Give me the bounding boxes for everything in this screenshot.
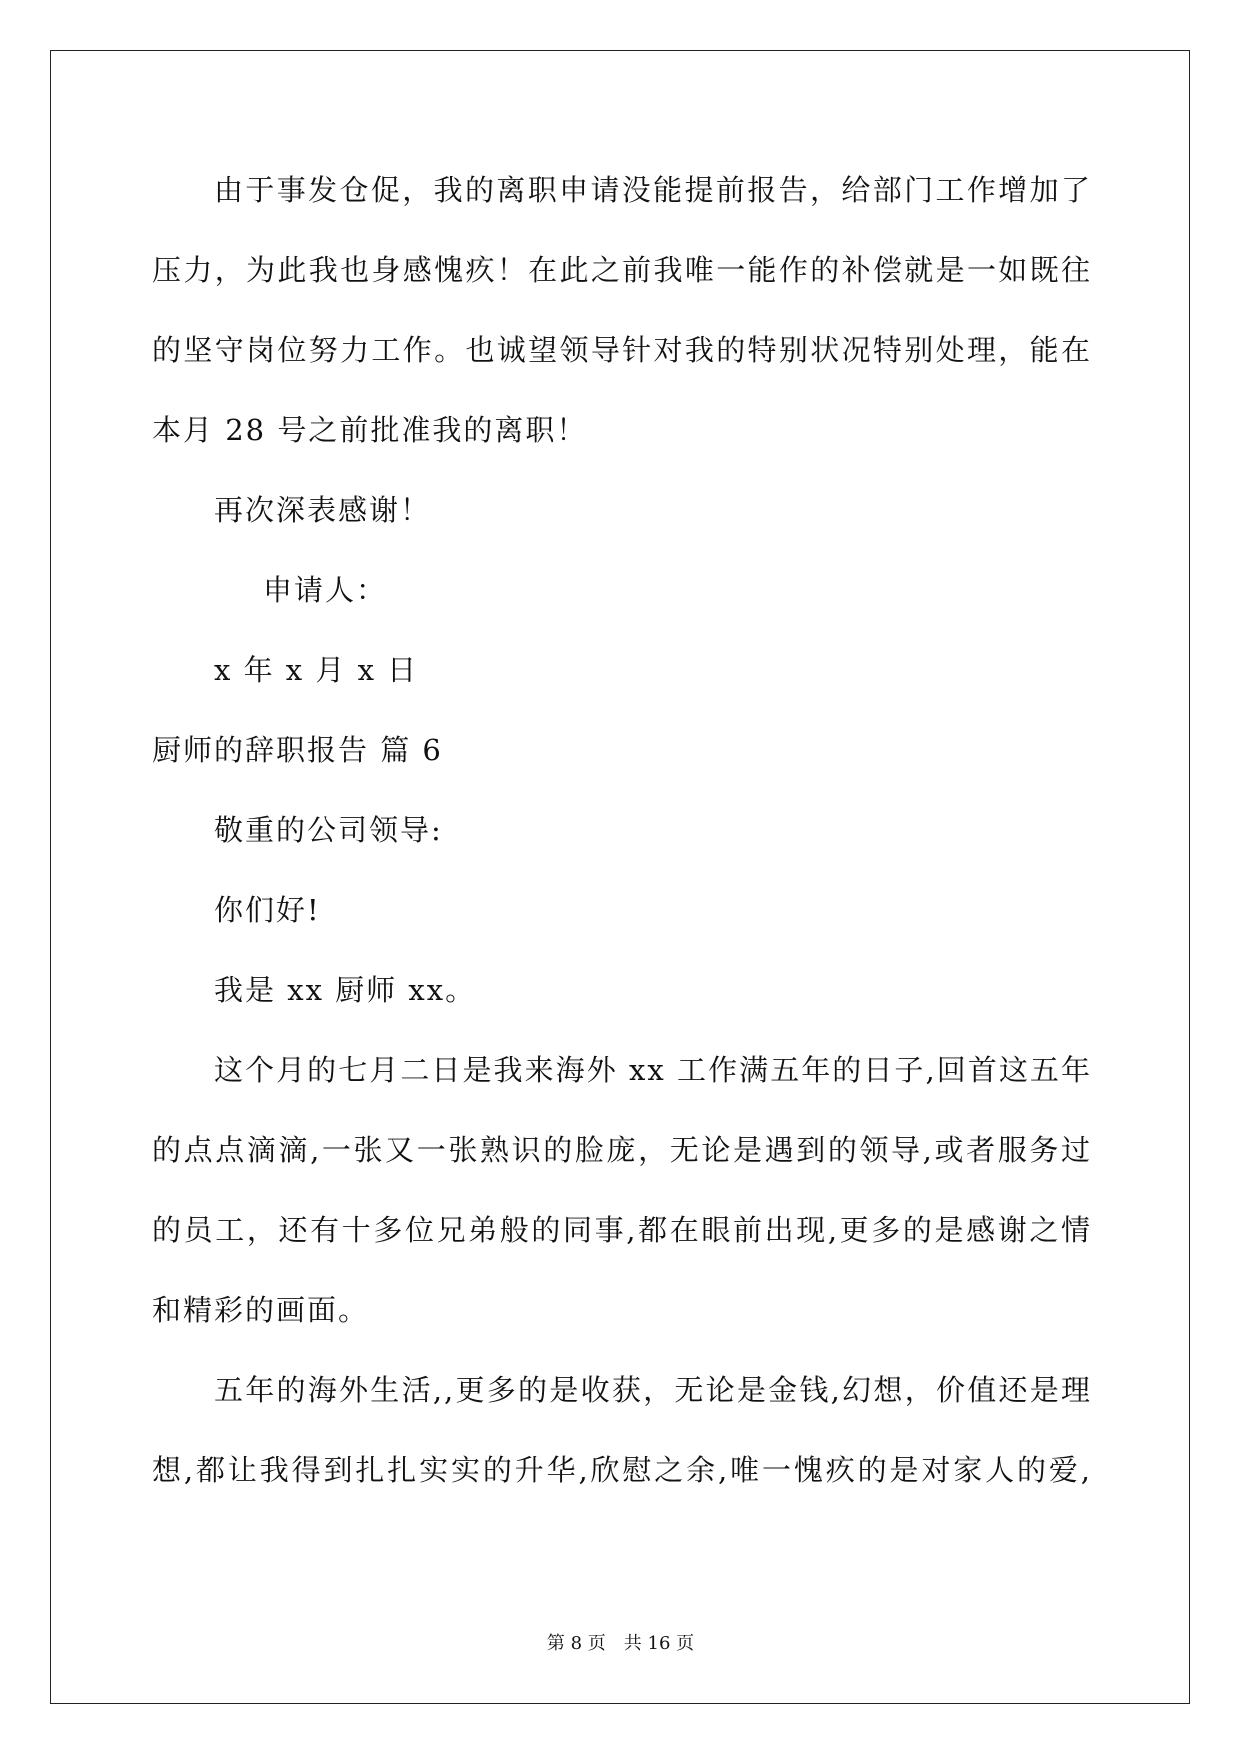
intro-line: 我是 xx 厨师 xx。	[214, 973, 477, 1007]
paragraph-line-4: 本月 28 号之前批准我的离职！	[152, 413, 588, 447]
greeting: 你们好!	[214, 893, 321, 927]
paragraph-line-15: 和精彩的画面。	[152, 1293, 370, 1327]
thanks-line: 再次深表感谢！	[214, 493, 432, 527]
page-number: 第 8 页	[546, 1633, 606, 1654]
paragraph-line-2: 压力，为此我也身感愧疚！在此之前我唯一能作的补偿就是一如既往	[152, 253, 1092, 287]
date-line: x 年 x 月 x 日	[214, 653, 419, 687]
page-total: 共 16 页	[623, 1633, 695, 1654]
paragraph-line-13: 的点点滴滴,一张又一张熟识的脸庞，无论是遇到的领导,或者服务过	[152, 1133, 1092, 1167]
salutation: 敬重的公司领导:	[214, 813, 443, 847]
applicant-label: 申请人：	[263, 573, 388, 607]
paragraph-line-3: 的坚守岗位努力工作。也诚望领导针对我的特别状况特别处理，能在	[152, 333, 1092, 367]
page-footer	[0, 1632, 1241, 1656]
section-heading: 厨师的辞职报告 篇 6	[152, 733, 443, 767]
paragraph-line-1: 由于事发仓促，我的离职申请没能提前报告，给部门工作增加了	[214, 173, 1092, 207]
paragraph-line-14: 的员工，还有十多位兄弟般的同事,都在眼前出现,更多的是感谢之情	[152, 1213, 1092, 1247]
paragraph-line-17: 想,都让我得到扎扎实实的升华,欣慰之余,唯一愧疚的是对家人的爱,	[152, 1453, 1092, 1487]
paragraph-line-16: 五年的海外生活,,更多的是收获，无论是金钱,幻想，价值还是理	[214, 1373, 1092, 1407]
paragraph-line-12: 这个月的七月二日是我来海外 xx 工作满五年的日子,回首这五年	[214, 1053, 1092, 1087]
